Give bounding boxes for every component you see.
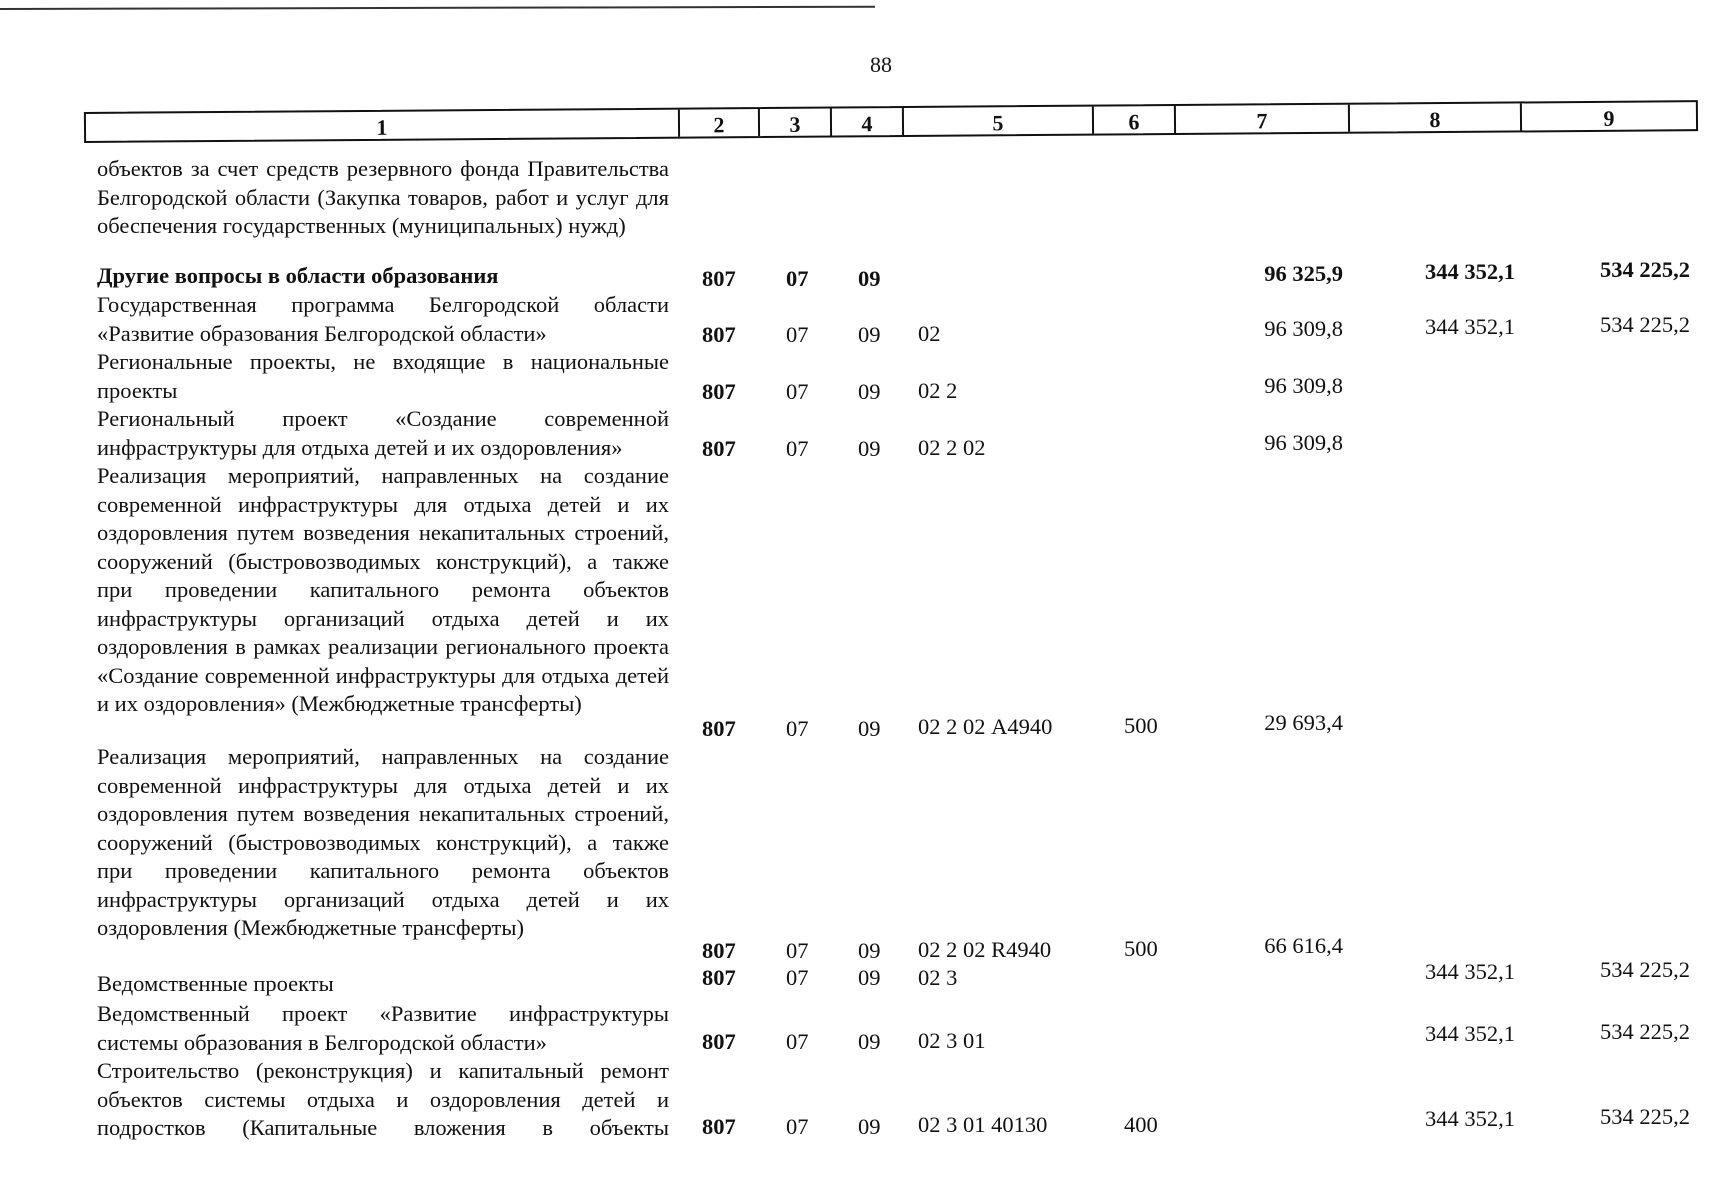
cell-col-8: 344 352,1 xyxy=(1425,314,1515,339)
cell-col-4: 09 xyxy=(858,379,881,404)
cell-col-4: 09 xyxy=(858,716,881,741)
row-description: Государственная программа Белгородской области «Развитие образования Белгородской области» xyxy=(97,292,669,346)
header-col-5: 5 xyxy=(904,107,1094,135)
cell-col-9: 534 225,2 xyxy=(1600,257,1690,282)
cell-col-7: 96 309,8 xyxy=(1264,373,1343,398)
cell-col-7: 96 309,8 xyxy=(1264,316,1343,341)
cell-col-5: 02 2 02 А4940 xyxy=(918,714,1053,739)
cell-col-3: 07 xyxy=(786,938,809,963)
header-col-4: 4 xyxy=(832,108,904,136)
cell-col-4: 09 xyxy=(858,965,881,990)
cell-col-5: 02 3 01 xyxy=(918,1028,986,1053)
cell-col-5: 02 2 xyxy=(918,378,958,403)
cell-col-3: 07 xyxy=(786,379,809,404)
cell-col-6: 500 xyxy=(1124,936,1158,961)
row-description: Региональные проекты, не входящие в национальные проекты xyxy=(97,349,669,403)
header-col-2: 2 xyxy=(680,109,760,137)
cell-col-8: 344 352,1 xyxy=(1425,259,1515,284)
cell-col-5: 02 3 01 40130 xyxy=(918,1112,1048,1137)
cell-col-2: 807 xyxy=(702,965,736,990)
row-description: Другие вопросы в области образования xyxy=(97,263,499,288)
cell-col-3: 07 xyxy=(786,1114,809,1139)
cell-col-6: 400 xyxy=(1124,1112,1158,1137)
cell-col-2: 807 xyxy=(702,266,736,291)
cell-col-5: 02 3 xyxy=(918,965,958,990)
row-description: объектов за счет средств резервного фонда Правительства Белгородской области (Закупка товаров, работ и услуг для обеспечения государственных (муниципальных) нужд) xyxy=(97,156,669,238)
cell-col-9: 534 225,2 xyxy=(1600,312,1690,337)
cell-col-8: 344 352,1 xyxy=(1425,959,1515,984)
row-description: Реализация мероприятий, направленных на создание современной инфраструктуры для отдыха детей и их оздоровления путем возведения некапитальных строений, сооружений (быстровозводимых конструкций), а также при проведении капитального ремонта объектов инфраструктуры организаций отдыха детей и их оздоровления в рамках реализации регионального проекта «Создание современной инфраструктуры для отдыха детей и их оздоровления» (Межбюджетные трансферты) xyxy=(97,463,669,716)
cell-col-4: 09 xyxy=(858,1029,881,1054)
cell-col-5: 02 2 02 R4940 xyxy=(918,937,1052,962)
cell-col-3: 07 xyxy=(786,716,809,741)
cell-col-8: 344 352,1 xyxy=(1425,1106,1515,1131)
cell-col-9: 534 225,2 xyxy=(1600,1104,1690,1129)
header-col-1: 1 xyxy=(86,110,680,141)
row-description: Строительство (реконструкция) и капитальный ремонт объектов системы отдыха и оздоровления детей и подростков (Капитальные вложения в объекты xyxy=(97,1058,669,1140)
header-col-8: 8 xyxy=(1350,103,1522,131)
header-col-3: 3 xyxy=(760,109,832,137)
cell-col-2: 807 xyxy=(702,379,736,404)
cell-col-8: 344 352,1 xyxy=(1425,1021,1515,1046)
cell-col-3: 07 xyxy=(786,436,809,461)
cell-col-2: 807 xyxy=(702,436,736,461)
cell-col-4: 09 xyxy=(858,938,881,963)
cell-col-4: 09 xyxy=(858,266,881,291)
cell-col-7: 96 325,9 xyxy=(1264,261,1343,286)
cell-col-4: 09 xyxy=(858,1114,881,1139)
cell-col-2: 807 xyxy=(702,1114,736,1139)
header-col-9: 9 xyxy=(1603,105,1615,131)
header-col-6: 6 xyxy=(1094,106,1176,134)
cell-col-2: 807 xyxy=(702,716,736,741)
header-col-7: 7 xyxy=(1176,105,1350,133)
cell-col-4: 09 xyxy=(858,436,881,461)
cell-col-2: 807 xyxy=(702,938,736,963)
row-description: Ведомственные проекты xyxy=(97,971,334,996)
row-description: Реализация мероприятий, направленных на создание современной инфраструктуры для отдыха детей и их оздоровления путем возведения некапитальных строений, сооружений (быстровозводимых конструкций), а также при проведении капитального ремонта объектов инфраструктуры организаций отдыха детей и их оздоровления (Межбюджетные трансферты) xyxy=(97,744,669,940)
cell-col-7: 66 616,4 xyxy=(1264,933,1343,958)
cell-col-3: 07 xyxy=(786,1029,809,1054)
cell-col-3: 07 xyxy=(786,266,809,291)
page-number: 88 xyxy=(870,52,892,77)
cell-col-6: 500 xyxy=(1124,713,1158,738)
cell-col-2: 807 xyxy=(702,1029,736,1054)
row-description: Ведомственный проект «Развитие инфраструктуры системы образования в Белгородской области» xyxy=(97,1001,669,1055)
cell-col-3: 07 xyxy=(786,965,809,990)
cell-col-3: 07 xyxy=(786,322,809,347)
cell-col-7: 29 693,4 xyxy=(1264,710,1343,735)
cell-col-9: 534 225,2 xyxy=(1600,957,1690,982)
cell-col-4: 09 xyxy=(858,322,881,347)
cell-col-5: 02 xyxy=(918,321,941,346)
cell-col-5: 02 2 02 xyxy=(918,435,986,460)
cell-col-2: 807 xyxy=(702,322,736,347)
cell-col-9: 534 225,2 xyxy=(1600,1019,1690,1044)
row-description: Региональный проект «Создание современной инфраструктуры для отдыха детей и их оздоровления» xyxy=(97,406,669,460)
cell-col-7: 96 309,8 xyxy=(1264,430,1343,455)
